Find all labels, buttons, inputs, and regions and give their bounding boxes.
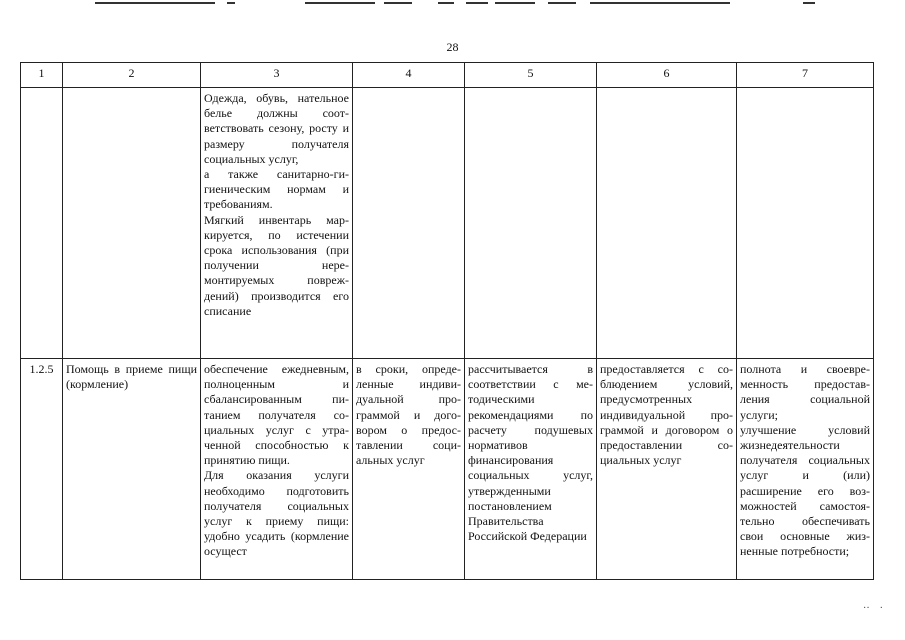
row1-cell-indicators	[737, 88, 874, 359]
row2-cell-conditions: предоставляется с соблюдением условий, предусмотренных индивидуальной программой и договором о предоставлении социальных услуг	[597, 359, 737, 580]
row1-cell-conditions	[597, 88, 737, 359]
col-header-1: 1	[21, 63, 63, 88]
col-header-7: 7	[737, 63, 874, 88]
row2-cell-number: 1.2.5	[21, 359, 63, 580]
row2-cell-description: обеспечение ежедневным, полноценным и сбалансированным питанием получателя социальных услуг с утраченной способностью к принятию пищи. Для оказания услуги необходимо подготовить получателя социальных услуг к приему пищи: удобно усадить (кормление осущест	[201, 359, 353, 580]
row1-cell-description: Одежда, обувь, нательное белье должны соответствовать сезону, росту и размеру получателя социальных услуг, а также санитарно-гигиеническим нормам и требованиям. Мягкий инвентарь маркируется, по истечении срока использования (при получении неремонтируемых повреждений) производится его списание	[201, 88, 353, 359]
row1-cell-number	[21, 88, 63, 359]
col-header-3: 3	[201, 63, 353, 88]
row2-cell-indicators: полнота и своевременность предоставления социальной услуги; улучшение условий жизнедеятельности получателя социальных услуг и (или) расширение его возможностей самостоятельно обеспечивать свои основные жизненные потребности;	[737, 359, 874, 580]
row1-cell-tariff	[465, 88, 597, 359]
table-row	[21, 88, 874, 359]
col-header-6: 6	[597, 63, 737, 88]
row1-cell-service	[63, 88, 201, 359]
header-row	[21, 63, 874, 88]
scan-artifact-bottom: ·· ·	[863, 603, 883, 614]
row2-cell-terms: в сроки, определенные индивидуальной программой и договором о предоставлении социальных услуг	[353, 359, 465, 580]
row1-cell-terms	[353, 88, 465, 359]
table-row	[21, 359, 874, 580]
row2-cell-tariff: рассчитывается в соответствии с методическими рекомендациями по расчету подушевых нормативов финансирования социальных услуг, утвержденными постановлением Правительства Российской Федерации	[465, 359, 597, 580]
col-header-5: 5	[465, 63, 597, 88]
page-number: 28	[446, 40, 459, 54]
services-table	[20, 62, 874, 580]
col-header-4: 4	[353, 63, 465, 88]
row2-cell-service: Помощь в приеме пищи (кормление)	[63, 359, 201, 580]
col-header-2: 2	[63, 63, 201, 88]
scan-artifact-top	[0, 0, 905, 8]
